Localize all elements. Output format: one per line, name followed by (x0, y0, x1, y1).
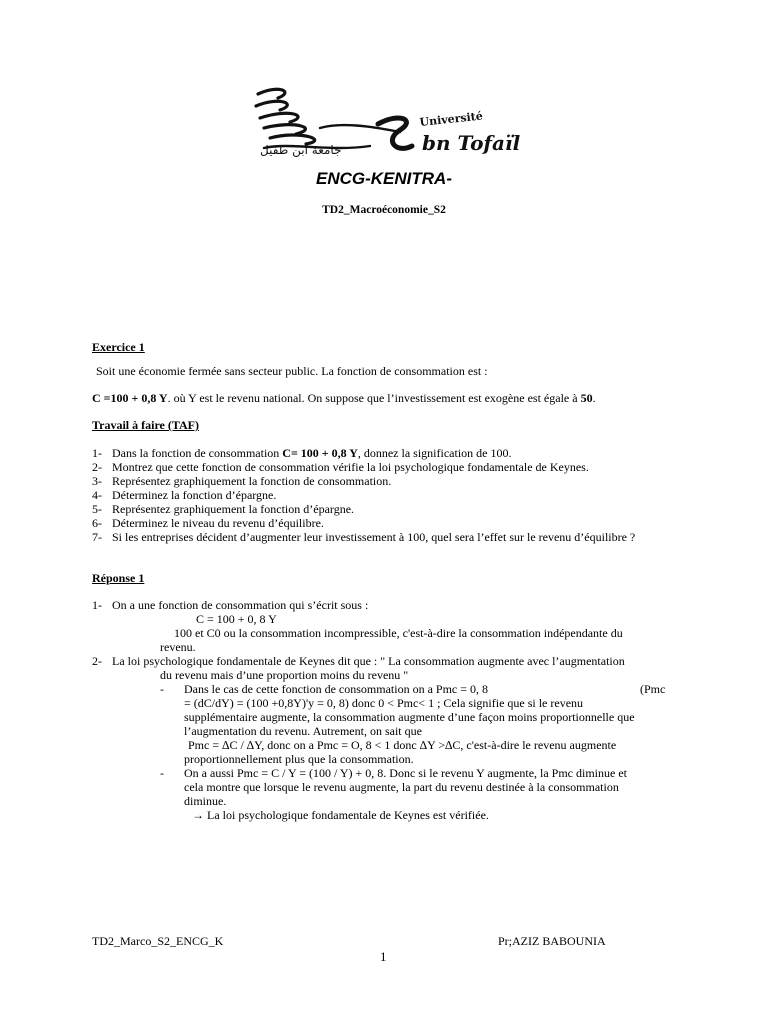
taf-title: Travail à faire (TAF) (92, 418, 199, 432)
exercice-intro: Soit une économie fermée sans secteur public. La fonction de consommation est : (96, 364, 488, 378)
taf-item-number: 7- (92, 530, 102, 544)
bullet-1-line: supplémentaire augmente, la consommation augmente d’une façon moins proportionnelle que (184, 710, 635, 724)
taf-item-text: Représentez graphiquement la fonction de consommation. (112, 474, 392, 488)
exercice-function (92, 391, 596, 405)
reponse-number: 2- (92, 654, 102, 668)
taf-item-number: 2- (92, 460, 102, 474)
taf-item-text: Déterminez le niveau du revenu d’équilibre. (112, 516, 324, 530)
taf-item-bold: C= 100 + 0,8 Y (282, 446, 358, 460)
university-logo (250, 82, 522, 160)
bullet-1-line: = (dC/dY) = (100 +0,8Y)'y = 0, 8) donc 0 < Pmc< 1 ; Cela signifie que si le revenu (184, 696, 584, 710)
taf-item-text: Déterminez la fonction d’épargne. (112, 488, 277, 502)
reponse-text: La loi psychologique fondamentale de Keynes dit que : " La consommation augmente avec l’augmentation (112, 654, 625, 668)
reponse-2-intro (92, 654, 625, 668)
reponse-1-intro (92, 598, 368, 612)
bullet-2-line: cela montre que lorsque le revenu augmente, la part du revenu destinée à la consommation (184, 780, 619, 794)
bullet-1-line: Pmc = ∆C / ∆Y, donc on a Pmc = O, 8 < 1 donc ∆Y >∆C, c'est-à-dire le revenu augmente (188, 738, 617, 752)
taf-item (92, 474, 391, 488)
invest-value: 50 (580, 391, 593, 405)
taf-item-number: 4- (92, 488, 102, 502)
reponse-number: 1- (92, 598, 102, 612)
reponse-title: Réponse 1 (92, 571, 145, 585)
logo-graphic (250, 82, 522, 160)
taf-item (92, 502, 354, 516)
bullet-2-line: On a aussi Pmc = C / Y = (100 / Y) + 0, 8. Donc si le revenu Y augmente, la Pmc diminue et (184, 766, 627, 780)
bullet-dash: - (160, 682, 164, 696)
taf-item-text: Dans la fonction de consommation (112, 446, 283, 460)
taf-item (92, 460, 589, 474)
conclusion-text: La loi psychologique fondamentale de Keynes est vérifiée. (207, 808, 489, 822)
reponse-1-explanation: revenu. (160, 640, 196, 654)
taf-item-text: Si les entreprises décident d’augmenter leur investissement à 100, quel sera l’effet sur le revenu d’équilibre ? (112, 530, 636, 544)
school-title: ENCG-KENITRA- (316, 169, 452, 188)
taf-item-text: , donnez la signification de 100. (357, 446, 512, 460)
bullet-1-line: (Pmc (640, 682, 666, 696)
logo-arabic-text: جامعة ابن طفيل (260, 143, 342, 157)
taf-item-number: 5- (92, 502, 102, 516)
taf-item-text: Montrez que cette fonction de consommation vérifie la loi psychologique fondamentale de Keynes. (112, 460, 589, 474)
page-number: 1 (380, 949, 387, 964)
reponse-1-explanation: 100 et C0 ou la consommation incompressible, c'est-à-dire la consommation indépendante du (174, 626, 623, 640)
function-rest: . où Y est le revenu national. On suppose que l’investissement est exogène est égale à (167, 391, 581, 405)
taf-item-text: Représentez graphiquement la fonction d’épargne. (112, 502, 355, 516)
reponse-1-equation: C = 100 + 0, 8 Y (196, 612, 277, 626)
conclusion (192, 808, 489, 822)
reponse-2-intro-cont: du revenu mais d’une proportion moins du revenu " (160, 668, 409, 682)
footer-right: Pr;AZIZ BABOUNIA (498, 934, 606, 948)
bullet-dash: - (160, 766, 164, 780)
taf-item (92, 530, 635, 544)
footer-left: TD2_Marco_S2_ENCG_K (92, 934, 224, 948)
taf-item-number: 1- (92, 446, 102, 460)
document-subtitle: TD2_Macroéconomie_S2 (322, 204, 446, 216)
taf-item (92, 446, 512, 460)
bullet-1-line: proportionnellement plus que la consommation. (184, 752, 414, 766)
taf-item (92, 516, 324, 530)
bullet-2-line: diminue. (184, 794, 227, 808)
bullet-1-line: l’augmentation du revenu. Autrement, on sait que (184, 724, 422, 738)
taf-item-number: 6- (92, 516, 102, 530)
taf-item-number: 3- (92, 474, 102, 488)
logo-latin-line2: bn Tofaïl (422, 131, 521, 155)
function-period: . (592, 391, 596, 405)
function-bold: C =100 + 0,8 Y (92, 391, 168, 405)
bullet-1-line: Dans le cas de cette fonction de consommation on a Pmc = 0, 8 (184, 682, 489, 696)
taf-item (92, 488, 276, 502)
logo-latin-line1: Université (418, 109, 484, 129)
reponse-text: On a une fonction de consommation qui s’écrit sous : (112, 598, 369, 612)
exercice-title: Exercice 1 (92, 340, 145, 354)
arrow-right-icon: → (192, 808, 204, 822)
